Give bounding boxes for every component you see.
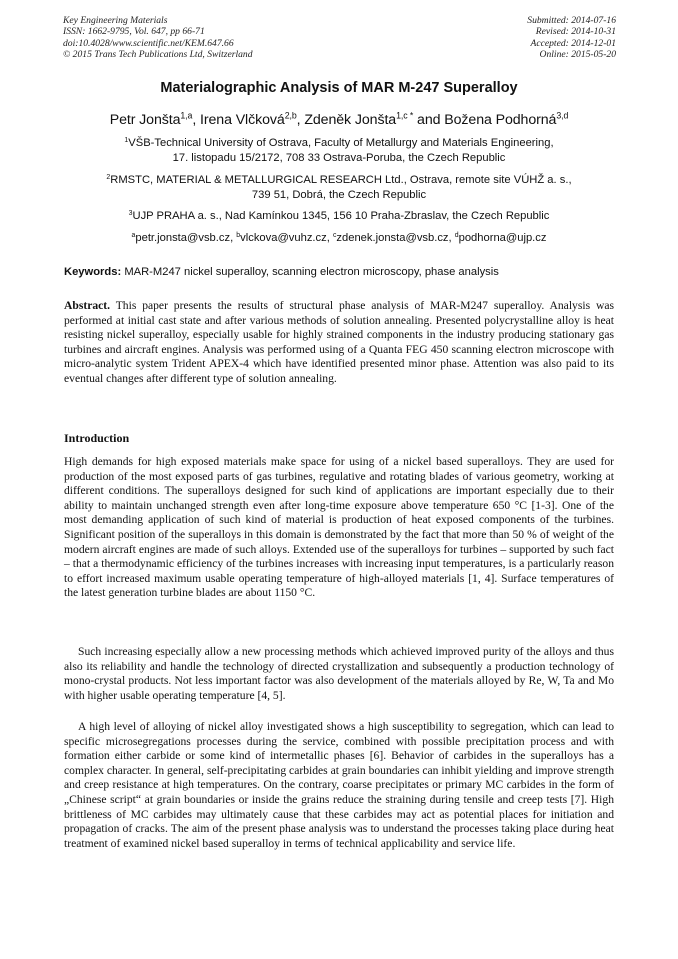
keywords-label: Keywords: — [64, 266, 122, 278]
author-separator: , — [296, 112, 305, 128]
revised-date: Revised: 2014-10-31 — [535, 26, 616, 38]
affiliation-line: 739 51, Dobrá, the Czech Republic — [251, 188, 427, 201]
author-name: Zdeněk Jonšta — [304, 112, 397, 128]
affiliation-3 — [70, 209, 608, 224]
submission-dates — [527, 15, 616, 60]
accepted-date: Accepted: 2014-12-01 — [530, 37, 616, 49]
intro-paragraph: A high level of alloying of nickel alloy investigated shows a high susceptibility to segregation, which can lead to specific microsegregations processes during the service, combined with possible precipitation process and with formation either carbide or some kind of intermetallic phases [6]. Behavior of carbides in the superalloys has a complex character. In general, self-precipitating carbides at grain boundaries can inhibit yielding and improve strength and creep resistance at high temperatures. On the contrary, coarse precipitates or primary MC carbides in the form of „Chinese script“ at grain boundaries or inside the grains reduce the straining during tensile and creep tests [7]. High brittleness of MC carbides may ultimately cause that these carbides may act as potential places for initiation and propagation of cracks. The aim of the present phase analysis was to understand the processes taking place during heat treatment of examined nickel based superalloy in terms of technical applicability and service life. — [64, 720, 614, 850]
author-name: Božena Podhorná — [444, 112, 557, 128]
abstract-label: Abstract. — [64, 299, 111, 312]
journal-name: Key Engineering Materials — [63, 15, 168, 26]
author-separator: , — [192, 112, 201, 128]
author-name: Irena Vlčková — [200, 112, 285, 128]
keywords — [64, 266, 624, 278]
email-link[interactable]: podhorna@ujp.cz — [458, 232, 547, 244]
copyright-line: © 2015 Trans Tech Publications Ltd, Switzerland — [63, 48, 253, 60]
author-sup: 1,c * — [396, 110, 414, 121]
doi-line: doi:10.4028/www.scientific.net/KEM.647.66 — [63, 37, 234, 49]
section-heading: Introduction — [64, 431, 130, 445]
keywords-text: MAR-M247 nickel superalloy, scanning electron microscopy, phase analysis — [124, 266, 499, 278]
email-sup: c — [332, 231, 337, 239]
intro-paragraph: High demands for high exposed materials make space for using of a nickel based superalloys. They are used for production of the most exposed parts of gas turbines, regulative and rotating blades of various geometry, working at different conditions. The superalloys designed for such kind of applications are important especially due to their ability to maintain unchanged strength even after long-time exposure above temperature 650 °C [1-3]. One of the most demanding application of such kind of material is production of heat exposed components of the turbines. Significant position of the superalloys in this domain is demonstrated by the fact that more than 50 % of weight of the modern aircraft engines are made of such alloys. Extended use of the superalloys for turbines – supported by such fact – that a thermodynamic efficiency of the turbines increases with increasing input temperatures, is a particularly reason to effort increased maximum usable operating temperature of high-alloyed materials [1, 4]. Surface temperatures of the latest generation turbine blades are about 1150 °C. — [64, 455, 614, 600]
email-link[interactable]: zdenek.jonsta@vsb.cz — [336, 232, 449, 244]
affiliation-line: RMSTC, MATERIAL & METALLURGICAL RESEARCH Ltd., Ostrava, remote site VÚHŽ a. s., — [110, 174, 572, 186]
email-sup: a — [131, 231, 136, 239]
email-link[interactable]: vlckova@vuhz.cz — [240, 232, 327, 244]
intro-paragraph: Such increasing especially allow a new processing methods which achieved improved purity of the alloys and thus also its reliability and handle the technology of directed crystallization and subsequently a production technology of mono-crystal products. Not less important factor was also development of the materials alloyed by Re, W, Ta and Mo with higher usable operating temperature [4, 5]. — [64, 645, 614, 702]
issn-line: ISSN: 1662-9795, Vol. 647, pp 66-71 — [63, 26, 205, 38]
email-link[interactable]: petr.jonsta@vsb.cz — [135, 232, 231, 244]
affiliation-line: VŠB-Technical University of Ostrava, Faculty of Metallurgy and Materials Engineering, — [128, 137, 554, 149]
email-sup: d — [454, 231, 459, 239]
affiliation-sup: 3 — [128, 209, 133, 217]
author-sup: 3,d — [556, 110, 569, 121]
journal-info — [63, 15, 253, 60]
affiliation-1 — [70, 136, 608, 165]
submitted-date: Submitted: 2014-07-16 — [527, 15, 616, 26]
affiliation-line: UJP PRAHA a. s., Nad Kamínkou 1345, 156 10 Praha-Zbraslav, the Czech Republic — [132, 210, 550, 222]
author-sup: 1,a — [180, 110, 193, 121]
author-and: and — [417, 112, 441, 128]
author-name: Petr Jonšta — [109, 112, 181, 128]
author-sup: 2,b — [284, 110, 297, 121]
paper-title: Materialographic Analysis of MAR M-247 Superalloy — [160, 80, 518, 96]
abstract — [64, 299, 614, 387]
affiliation-2 — [70, 173, 608, 202]
affiliation-sup: 2 — [106, 173, 111, 181]
affiliation-line: 17. listopadu 15/2172, 708 33 Ostrava-Poruba, the Czech Republic — [172, 151, 506, 164]
affiliation-sup: 1 — [124, 136, 129, 144]
author-list — [0, 112, 678, 128]
email-list: $^a$petr.jonsta@vsb.cz, $^b$vlckova@vuhz.cz, $^c$zdenek.jonsta@vsb.cz, $^d$podhorna@ujp.cz — [131, 231, 547, 244]
online-date: Online: 2015-05-20 — [539, 48, 616, 60]
abstract-text: This paper presents the results of structural phase analysis of MAR-M247 superalloy. Analysis was performed at initial cast state and after various methods of solution annealing. Presented polycrystalline alloy is heat resisting nickel superalloy, especially usable for highly strained components in the industry producing stationary gas turbines and aircraft engines. Analysis was performed using of a Quanta FEG 450 scanning electron microscope with micro-analytic system Trident APEX-4 which have identified presented minor phase. Attention was also paid to its eventual changes after different type of solution annealing. — [64, 299, 614, 385]
email-sup: b — [236, 231, 241, 239]
